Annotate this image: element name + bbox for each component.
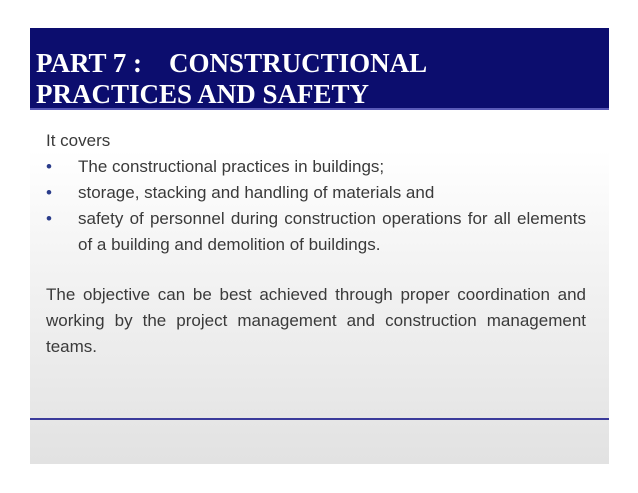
bullet-dot-icon: • — [46, 183, 52, 202]
intro-text: It covers — [46, 131, 111, 150]
title-bar — [30, 28, 609, 110]
bullet-dot-icon: • — [46, 157, 52, 176]
slide-title-line1: PART 7 : CONSTRUCTIONAL — [36, 48, 428, 78]
bullet-text: The constructional practices in buildings; — [78, 157, 385, 176]
bullet-text: safety of personnel during construction operations for all elements of a building and demolition of buildings. — [78, 209, 586, 254]
slide-title — [36, 48, 427, 110]
bullet-item — [46, 154, 586, 180]
bullet-item — [46, 180, 586, 206]
bullet-item — [46, 206, 586, 258]
footer-divider — [30, 418, 609, 420]
bullet-dot-icon: • — [46, 209, 52, 228]
bullet-text: storage, stacking and handling of materials and — [78, 183, 435, 202]
objective-text: The objective can be best achieved through proper coordination and working by the project management and construction management teams. — [46, 285, 586, 356]
bullet-list — [46, 154, 586, 258]
slide — [30, 28, 609, 464]
slide-body — [46, 128, 586, 360]
slide-title-line2: PRACTICES AND SAFETY — [36, 79, 370, 109]
